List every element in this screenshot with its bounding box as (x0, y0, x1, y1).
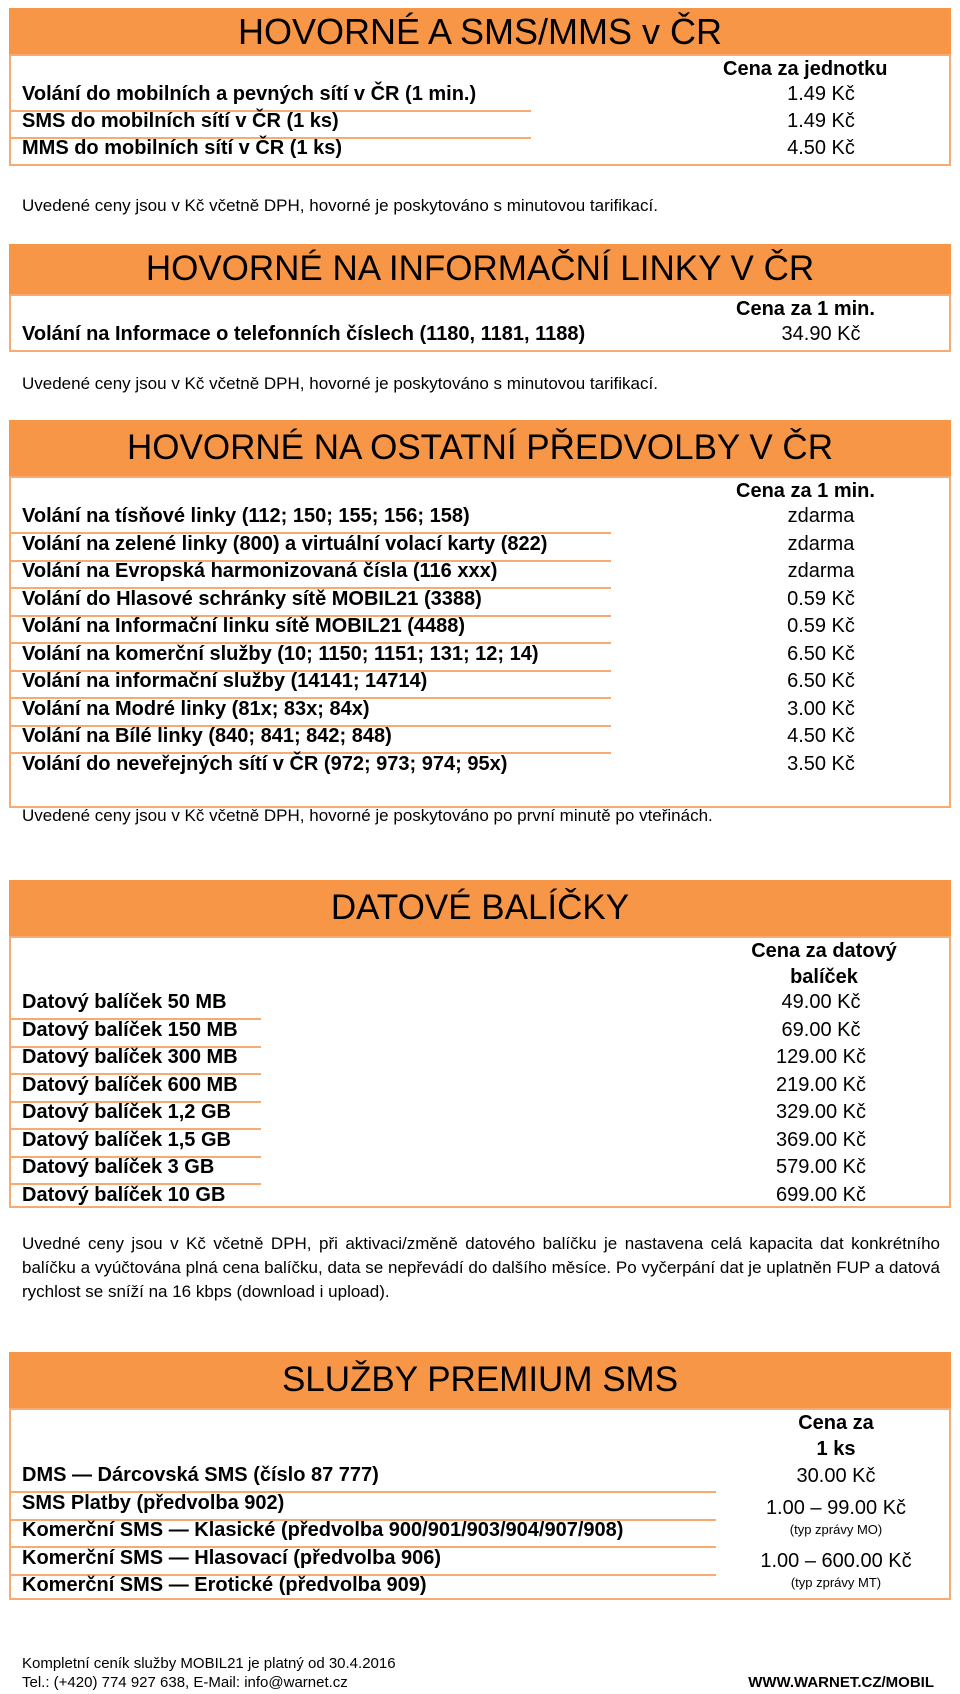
table-row (11, 1129, 261, 1158)
table-row (11, 1019, 261, 1048)
price-header: Cena za 1 min. (736, 480, 875, 502)
section-header-premium-sms (9, 1352, 951, 1408)
row-price: 699.00 Kč (775, 1183, 867, 1206)
row-price: 3.00 Kč (787, 697, 855, 720)
row-label: Datový balíček 300 MB (22, 1046, 238, 1068)
section-header-calls-sms (9, 8, 951, 54)
price-mo: 1.00 – 99.00 Kč (765, 1497, 907, 1519)
table-row (11, 1519, 716, 1548)
price-header-line2: balíček (790, 966, 858, 988)
row-price: 369.00 Kč (775, 1128, 867, 1151)
table-row (11, 83, 531, 112)
row-label: Datový balíček 10 GB (22, 1183, 226, 1206)
table-row (11, 643, 611, 672)
section-title: HOVORNÉ A SMS/MMS v ČR (237, 11, 723, 52)
section-title: DATOVÉ BALÍČKY (330, 888, 630, 927)
row-price: 579.00 Kč (775, 1156, 867, 1178)
table-row (11, 533, 611, 562)
footer-contact: Tel.: (+420) 774 927 638, E-Mail: info@warnet.cz (22, 1674, 348, 1691)
price-mt: 1.00 – 600.00 Kč (760, 1550, 912, 1572)
row-price: 0.59 Kč (787, 615, 855, 637)
row-label: Volání na tísňové linky (112; 150; 155; 156; 158) (22, 505, 470, 527)
other-prefixes-table (9, 476, 951, 808)
table-row (11, 1046, 261, 1075)
row-price: 129.00 Kč (775, 1046, 867, 1068)
table-row (11, 505, 611, 534)
row-price: 69.00 Kč (781, 1018, 861, 1041)
row-price: 34.90 Kč (781, 323, 861, 345)
row-label: Komerční SMS — Erotické (předvolba 909) (22, 1574, 427, 1596)
row-price: 49.00 Kč (781, 991, 861, 1013)
row-label: Datový balíček 1,5 GB (22, 1128, 231, 1151)
row-label: DMS — Dárcovská SMS (číslo 87 777) (22, 1464, 379, 1486)
row-price: 219.00 Kč (775, 1073, 867, 1096)
row-label: Datový balíček 1,2 GB (22, 1101, 231, 1123)
row-label: Komerční SMS — Klasické (předvolba 900/901/903/904/907/908) (22, 1519, 624, 1541)
row-label: Volání na Informace o telefonních číslech (1180, 1181, 1188) (22, 323, 586, 345)
row-label: Volání na Bílé linky (840; 841; 842; 848) (22, 725, 392, 747)
table-row (11, 1101, 261, 1130)
price-header-line2: 1 ks (816, 1438, 856, 1460)
section-note: Uvedené ceny jsou v Kč včetně DPH, hovorné je poskytováno s minutovou tarifikací. (22, 196, 658, 215)
row-price: 3.50 Kč (787, 752, 855, 775)
calls-sms-table (9, 54, 951, 166)
data-packages-table (9, 936, 951, 1208)
table-row (11, 698, 611, 727)
row-label: Volání na komerční služby (10; 1150; 1151; 131; 12; 14) (22, 642, 539, 665)
premium-sms-table (9, 1408, 951, 1600)
row-label: Volání do mobilních a pevných sítí v ČR (1 min.) (22, 83, 477, 105)
table-row (11, 588, 611, 617)
table-row (11, 753, 611, 780)
table-row (11, 615, 611, 644)
row-label: MMS do mobilních sítí v ČR (1 ks) (22, 137, 343, 159)
table-row (11, 670, 611, 699)
section-title: SLUŽBY PREMIUM SMS (281, 1360, 679, 1399)
table-row (11, 1574, 716, 1601)
row-price: 6.50 Kč (787, 670, 855, 692)
row-price: 4.50 Kč (787, 725, 855, 747)
footer-validity: Kompletní ceník služby MOBIL21 je platný od 30.4.2016 (22, 1655, 396, 1672)
price-dms: 30.00 Kč (796, 1465, 876, 1487)
price-mt-note: (typ zprávy MT) (790, 1575, 882, 1590)
price-header-line1: Cena za (798, 1412, 874, 1434)
table-row (11, 1074, 261, 1103)
section-note: Uvedné ceny jsou v Kč včetně DPH, při aktivaci/změně datového balíčku je nastavena celá kapacita dat konkrétního balíčku a vyúčtována plná cena balíčku, data se nepřevádí do dalšího měsíce. Po vyčerpání dat je uplatněn FUP a datová rychlost se sníží na 16 kbps (download i upload). (22, 1234, 940, 1301)
table-row (11, 1547, 716, 1576)
row-price: zdarma (787, 532, 855, 555)
row-label: Volání do Hlasové schránky sítě MOBIL21 (3388) (22, 587, 482, 610)
table-row (11, 560, 611, 589)
table-row (11, 1464, 716, 1493)
row-price: 1.49 Kč (787, 83, 855, 105)
table-row (11, 323, 661, 350)
price-header: Cena za 1 min. (736, 298, 875, 320)
info-lines-table (9, 294, 951, 352)
row-label: Komerční SMS — Hlasovací (předvolba 906) (22, 1546, 442, 1569)
table-row (11, 725, 611, 754)
row-price: 0.59 Kč (787, 587, 855, 610)
section-title: HOVORNÉ NA INFORMAČNÍ LINKY V ČR (145, 249, 815, 288)
row-label: Volání do neveřejných sítí v ČR (972; 973; 974; 95x) (22, 752, 508, 775)
row-price: 329.00 Kč (775, 1101, 867, 1123)
row-label: Datový balíček 3 GB (22, 1156, 215, 1178)
table-row (11, 110, 531, 139)
table-row (11, 991, 261, 1020)
section-note: Uvedené ceny jsou v Kč včetně DPH, hovorné je poskytováno po první minutě po vteřinách. (22, 806, 713, 825)
row-price: 1.49 Kč (787, 110, 855, 132)
row-price: 6.50 Kč (787, 642, 855, 665)
section-title: HOVORNÉ NA OSTATNÍ PŘEDVOLBY V ČR (127, 428, 833, 467)
price-mo-note: (typ zprávy MO) (789, 1522, 883, 1537)
row-label: Volání na Evropská harmonizovaná čísla (116 xxx) (22, 560, 498, 582)
price-header: Cena za jednotku (723, 58, 888, 80)
section-header-data-packages (9, 880, 951, 936)
row-label: Volání na Informační linku sítě MOBIL21 (4488) (22, 615, 466, 637)
row-label: Volání na informační služby (14141; 14714) (22, 670, 428, 692)
row-price: zdarma (787, 505, 855, 527)
table-row (11, 137, 531, 164)
table-row (11, 1156, 261, 1185)
section-note: Uvedené ceny jsou v Kč včetně DPH, hovorné je poskytováno s minutovou tarifikací. (22, 374, 658, 393)
row-label: SMS do mobilních sítí v ČR (1 ks) (22, 110, 339, 132)
row-label: Datový balíček 50 MB (22, 991, 227, 1013)
table-row (11, 1184, 261, 1211)
price-header-line1: Cena za datový (751, 940, 897, 962)
section-header-info-lines (9, 244, 951, 294)
row-label: Datový balíček 150 MB (22, 1018, 238, 1041)
row-label: SMS Platby (předvolba 902) (22, 1491, 285, 1514)
row-label: Volání na zelené linky (800) a virtuální volací karty (822) (22, 532, 548, 555)
row-price: 4.50 Kč (787, 137, 855, 159)
table-row (11, 1492, 716, 1521)
row-label: Volání na Modré linky (81x; 83x; 84x) (22, 697, 370, 720)
row-label: Datový balíček 600 MB (22, 1073, 238, 1096)
footer-website-link[interactable]: WWW.WARNET.CZ/MOBIL (748, 1674, 934, 1691)
section-header-other-prefixes (9, 420, 951, 476)
row-price: zdarma (787, 560, 855, 582)
